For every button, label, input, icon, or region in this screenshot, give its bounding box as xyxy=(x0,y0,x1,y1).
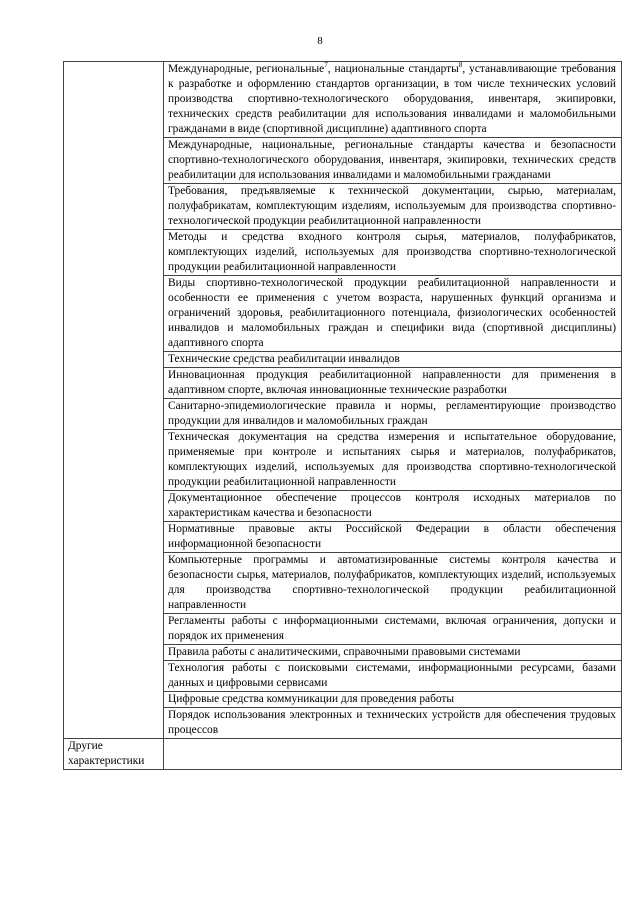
knowledge-table xyxy=(63,61,622,770)
knowledge-item-cell: Технические средства реабилитации инвалидов xyxy=(164,352,622,368)
knowledge-item-cell: Санитарно-эпидемиологические правила и нормы, регламентирующие производство продукции для инвалидов и маломобильных граждан xyxy=(164,399,622,430)
knowledge-item-cell: Регламенты работы с информационными системами, включая ограничения, допуски и порядок их применения xyxy=(164,614,622,645)
knowledge-item-text: Международные, региональные xyxy=(168,63,325,75)
other-characteristics-label: Другие характеристики xyxy=(64,739,164,770)
knowledge-item-cell: Технология работы с поисковыми системами, информационными ресурсами, базами данных и цифровыми сервисами xyxy=(164,661,622,692)
knowledge-item-cell: Документационное обеспечение процессов контроля исходных материалов по характеристикам качества и безопасности xyxy=(164,491,622,522)
knowledge-item-cell: Инновационная продукция реабилитационной направленности для применения в адаптивном спорте, включая инновационные технические разработки xyxy=(164,368,622,399)
footnote-ref: 7 xyxy=(324,61,328,70)
knowledge-item-cell: Порядок использования электронных и технических устройств для обеспечения трудовых процессов xyxy=(164,708,622,739)
knowledge-item-cell: Международные, национальные, региональные стандарты качества и безопасности спортивно-технологического оборудования, инвентаря, экипировки, технических средств реабилитации для использования инвалидами и маломобильными гражданами xyxy=(164,138,622,184)
other-characteristics-value xyxy=(164,739,622,770)
knowledge-item-cell: Виды спортивно-технологической продукции реабилитационной направленности и особенности ее применения с учетом возраста, нарушенных функций организма и ограничений здоровья, реабилитационного потенциала, физиологических особенностей инвалидов и маломобильных граждан и специфики вида (спортивной дисциплины) адаптивного спорта xyxy=(164,276,622,352)
page-number: 8 xyxy=(317,35,323,47)
knowledge-item-cell: Правила работы с аналитическими, справочными правовыми системами xyxy=(164,645,622,661)
section-label-cell xyxy=(64,62,164,739)
knowledge-item-cell: Нормативные правовые акты Российской Федерации в области обеспечения информационной безопасности xyxy=(164,522,622,553)
table-row xyxy=(64,62,622,138)
knowledge-item-cell: Цифровые средства коммуникации для проведения работы xyxy=(164,692,622,708)
knowledge-item-cell: Методы и средства входного контроля сырья, материалов, полуфабрикатов, комплектующих изделий, используемых для производства спортивно-технологической продукции реабилитационной направленности xyxy=(164,230,622,276)
knowledge-item-cell: Техническая документация на средства измерения и испытательное оборудование, применяемые при контроле и испытаниях сырья и материалов, полуфабрикатов, комплектующих изделий, используемых для производства спортивно-технологической продукции реабилитационной направленности xyxy=(164,430,622,491)
knowledge-item-cell xyxy=(164,62,622,138)
knowledge-item-text: , национальные стандарты xyxy=(327,63,459,75)
table-row xyxy=(64,739,622,770)
knowledge-item-cell: Требования, предъявляемые к технической документации, сырью, материалам, полуфабрикатам, комплектующим изделиям, используемым для производства спортивно-технологической продукции реабилитационной направленности xyxy=(164,184,622,230)
footnote-ref: 8 xyxy=(458,61,463,70)
knowledge-item-text: , устанавливающие требования к разработке и оформлению стандартов организации, в том числе технических условий производства спортивно-технологического оборудования, инвентаря, экипировки, технических средств реабилитации для использования инвалидами и маломобильными гражданами в виде (спортивной дисциплине) адаптивного спорта xyxy=(168,63,616,135)
knowledge-item-cell: Компьютерные программы и автоматизированные системы контроля качества и безопасности сырья, материалов, полуфабрикатов, комплектующих изделий, используемых для производства спортивно-технологической продукции реабилитационной направленности xyxy=(164,553,622,614)
